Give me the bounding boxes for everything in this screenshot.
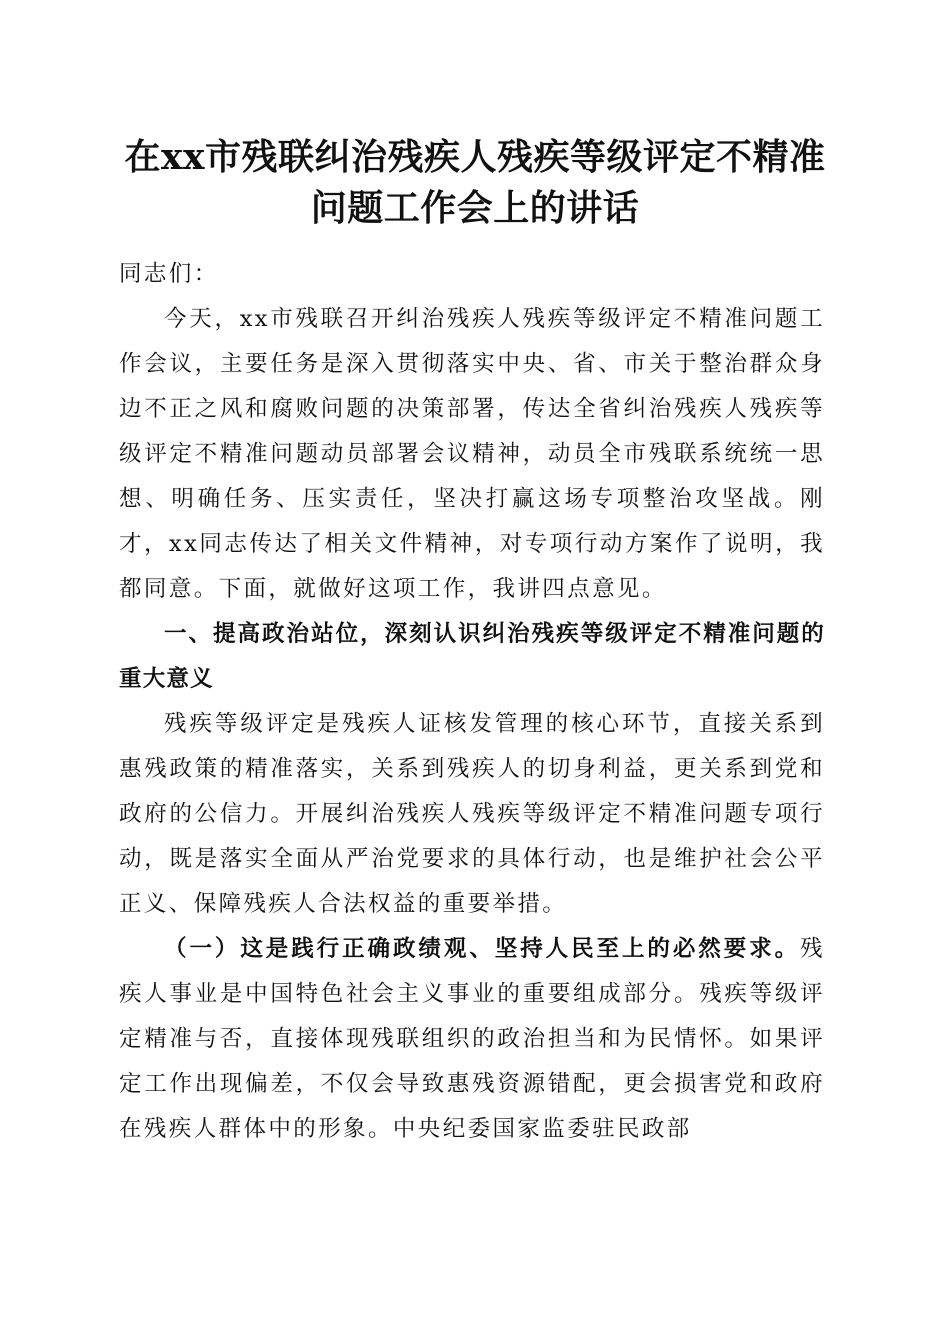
section-heading-1: 一、提高政治站位，深刻认识纠治残疾等级评定不精准问题的重大意义 bbox=[119, 621, 825, 692]
paragraph-point-1 bbox=[119, 927, 825, 1152]
salutation: 同志们： bbox=[119, 261, 219, 287]
paragraph-significance: 残疾等级评定是残疾人证核发管理的核心环节，直接关系到惠残政策的精准落实，关系到残疾人的切身利益，更关系到党和政府的公信力。开展纠治残疾人残疾等级评定不精准问题专项行动，既是落实全面从严治党要求的具体行动，也是维护社会公平正义、保障残疾人合法权益的重要举措。 bbox=[119, 711, 825, 917]
point-1-lead: （一）这是践行正确政绩观、坚持人民至上的必然要求。 bbox=[164, 936, 801, 962]
paragraph-opening: 今天，xx市残联召开纠治残疾人残疾等级评定不精准问题工作会议，主要任务是深入贯彻落实中央、省、市关于整治群众身边不正之风和腐败问题的决策部署，传达全省纠治残疾人残疾等级评定不精准问题动员部署会议精神，动员全市残联系统统一思想、明确任务、压实责任，坚决打赢这场专项整治攻坚战。刚才，xx同志传达了相关文件精神，对专项行动方案作了说明，我都同意。下面，就做好这项工作，我讲四点意见。 bbox=[119, 306, 825, 602]
title-line-2: 问题工作会上的讲话 bbox=[310, 187, 640, 229]
document-title bbox=[100, 132, 850, 234]
document-body bbox=[119, 252, 825, 1152]
point-1-body: 残疾人事业是中国特色社会主义事业的重要组成部分。残疾等级评定精准与否，直接体现残联组织的政治担当和为民情怀。如果评定工作出现偏差，不仅会导致惠残资源错配，更会损害党和政府在残疾人群体中的形象。中央纪委国家监委驻民政部 bbox=[119, 936, 825, 1142]
title-line-1: 在xx市残联纠治残疾人残疾等级评定不精准 bbox=[124, 136, 826, 178]
